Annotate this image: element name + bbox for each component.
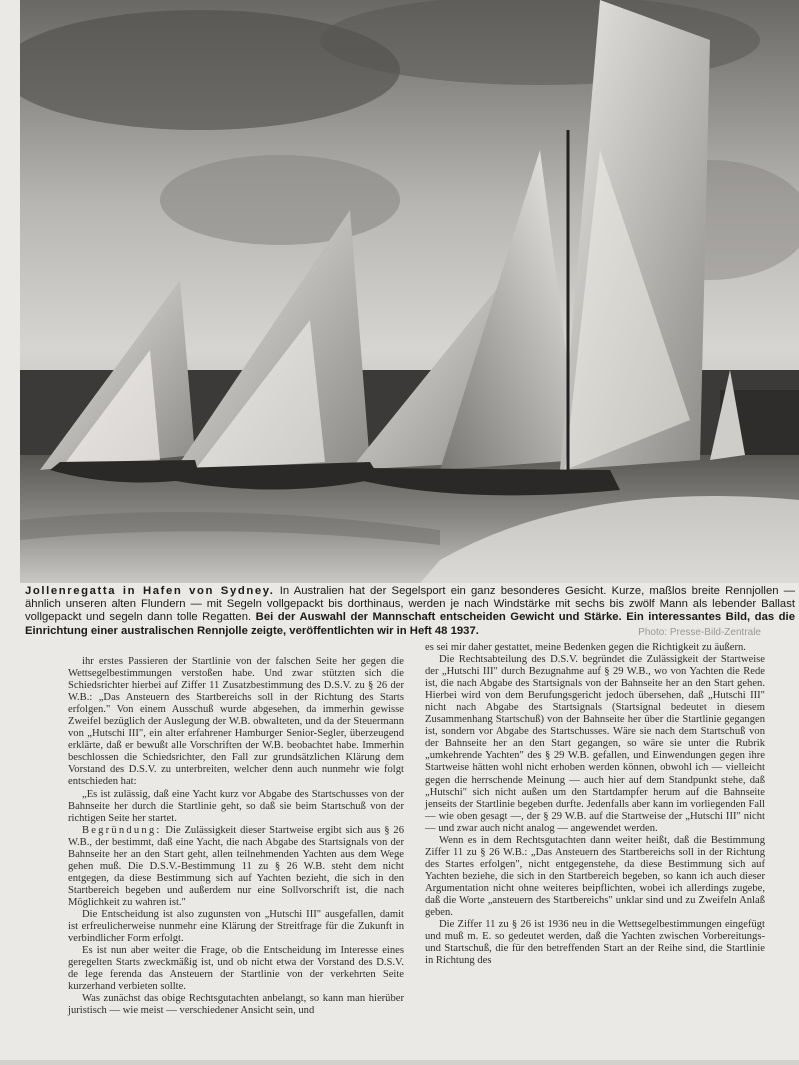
paragraph bbox=[68, 945, 404, 993]
paragraph bbox=[425, 919, 765, 967]
paragraph-text: Es ist nun aber weiter die Frage, ob die Entscheidung im Interesse eines geregelten Starts zweckmäßig ist, und ob nicht etwa der Vorstand des D.S.V. de lege ferenda das Ansteuern der Startlinie von der verkehrten Seite kurzerhand verbieten sollte. bbox=[68, 945, 404, 993]
paragraph bbox=[68, 909, 404, 945]
paragraph bbox=[68, 656, 404, 789]
paragraph bbox=[425, 835, 765, 919]
text-column-left bbox=[68, 656, 404, 1017]
paragraph bbox=[425, 654, 765, 835]
sailing-regatta-photo bbox=[20, 0, 799, 583]
photo-credit: Photo: Presse-Bild-Zentrale bbox=[638, 627, 761, 638]
page-edge bbox=[0, 1060, 799, 1065]
paragraph bbox=[68, 993, 404, 1017]
paragraph-text: Was zunächst das obige Rechtsgutachten anbelangt, so kann man hierüber juristisch — wie meist — verschiedener Ansicht sein, und bbox=[68, 993, 404, 1017]
text-column-right bbox=[425, 642, 765, 967]
caption-text-2: Bei der Auswahl der Mannschaft entscheiden Gewicht und Stärke. Ein interessantes Bild, das die Einrichtung einer australischen Rennjolle zeigte, veröffentlichten wir in Heft 48 1937. bbox=[25, 611, 795, 637]
paragraph-text: Die Zulässigkeit dieser Startweise ergibt sich aus § 26 W.B., der bestimmt, daß eine Yacht, die nach Abgabe des Startsignals von der Bahnseite her an den Start geht, allen teilnehmenden Yachten aus dem Wege gehen muß. Die D.S.V.-Bestimmung 11 zu § 26 W.B. steht dem nicht entgegen, da diese Bestimmung sich auf Yachten bezieht, die sich in den Startbereich begeben und außerdem nur eine Sollvorschrift ist, die nach Möglichkeit zu wahren ist." bbox=[68, 824, 404, 908]
paragraph-text: Die Ziffer 11 zu § 26 ist 1936 neu in die Wettsegelbestimmungen eingefügt und muß m. E. so gedeutet werden, daß die Yachten zwischen Vorbereitungs- und Startschuß, die für den betreffenden Start an der Reihe sind, die Startlinie in Richtung des bbox=[425, 919, 765, 967]
paragraph-text: Die Entscheidung ist also zugunsten von „Hutschi III" ausgefallen, damit ist erfreulicherweise nunmehr eine Klärung der Streitfrage für die Zukunft in verbindlicher Form erfolgt. bbox=[68, 908, 404, 945]
paragraph-text: es sei mir daher gestattet, meine Bedenken gegen die Richtigkeit zu äußern. bbox=[425, 642, 746, 653]
paragraph bbox=[68, 825, 404, 909]
paragraph bbox=[425, 642, 765, 654]
paragraph bbox=[68, 789, 404, 825]
paragraph-text: Wenn es in dem Rechtsgutachten dann weiter heißt, daß die Bestimmung Ziffer 11 zu § 26 W.B.: „Das Ansteuern des Startbereichs soll in der Richtung des Startes erfolgen", nicht entgegenstehe, da diese Bestimmung sich auf Yachten beziehe, die sich in den Startbereich begeben, so kann ich auch dieser Argumentation nicht ohne weiteres beipflichten, wobei ich allerdings zugebe, daß die Worte „ansteuern des Startbereichs" unklar sind und zu Zweifeln Anlaß geben. bbox=[425, 834, 765, 919]
paragraph-text: „Es ist zulässig, daß eine Yacht kurz vor Abgabe des Startschusses von der Bahnseite her durch die Startlinie geht, so daß sie beim Startschuß von der richtigen Seite her startet. bbox=[68, 788, 404, 824]
paragraph-text: ihr erstes Passieren der Startlinie von der falschen Seite her gegen die Wettsegelbestimmungen verstoßen habe. Und zwar stützten sich die Schiedsrichter hierbei auf Ziffer 11 Zusatzbestimmung des D.S.V. zu § 26 der W.B.: „Das Ansteuern des Startbereichs soll in der Richtung des Starts erfolgen." Von einem Ausschuß wurde abgesehen, da immerhin gewisse Zweifel bezüglich der Auslegung der W.B. obwalteten, und da der Steuermann von „Hutschi III", ein alter erfahrener Hamburger Senior-Segler, überzeugend erklärte, daß er bewußt alle Vorschriften der W.B. beobachtet habe. Immerhin beschlossen die Schiedsrichter, den Fall zur grundsätzlichen Klärung dem Vorstand des D.S.V. zu unterbreiten, welcher denn auch nunmehr wie folgt entschieden hat: bbox=[68, 656, 404, 788]
caption-text-1: In Australien hat der Segelsport ein ganz besonderes Gesicht. Kurze, maßlos breite Rennjollen — ähnlich unseren alten Flundern — mit Segeln vollgepackt bis dorthinaus, werden je nach Windstärke mit sechs bis zwölf Mann als lebender Ballast vollgepackt und segeln dann tolle Regatten. bbox=[25, 585, 795, 624]
spaced-heading: Begründung: bbox=[82, 824, 162, 836]
paragraph-text: Die Rechtsabteilung des D.S.V. begründet die Zulässigkeit der Startweise der „Hutschi III" durch Bezugnahme auf § 29 W.B., wo von Yachten die Rede ist, die nach Abgabe des Startsignals von der Bahnseite her an den Start gehen. Hierbei wird von dem Berufungsgericht jedoch übersehen, daß „Hutschi III" nicht nach Abgabe des Startsignals (Startsignal bedeutet in diesem Zusammenhang Startschuß) von der Bahnseite her über die Startlinie gegangen ist, sondern vor Abgabe des Startschusses. Wäre sie nach dem Startschuß von der Bahnseite her an den Start gegangen, so wäre sie unter die Rubrik „umkehrende Yachten" des § 29 W.B. gefallen, und Einwendungen gegen ihre Startweise hätten wohl nicht erhoben werden können, obwohl ich — vielleicht gegen die herrschende Meinung — auch hier auf dem Standpunkt stehe, daß „Hutschi" sich nicht außen um den Startdampfer herum auf die Bahnseite jenseits der Startlinie begeben durfte. Jedenfalls aber kann im vorliegenden Fall — wie oben gesagt —, der § 29 W.B. auf die Startweise der „Hutschi III" nicht — und zwar auch nicht analog — angewendet werden. bbox=[425, 654, 765, 834]
caption-title: Jollenregatta in Hafen von Sydney. bbox=[25, 585, 275, 597]
